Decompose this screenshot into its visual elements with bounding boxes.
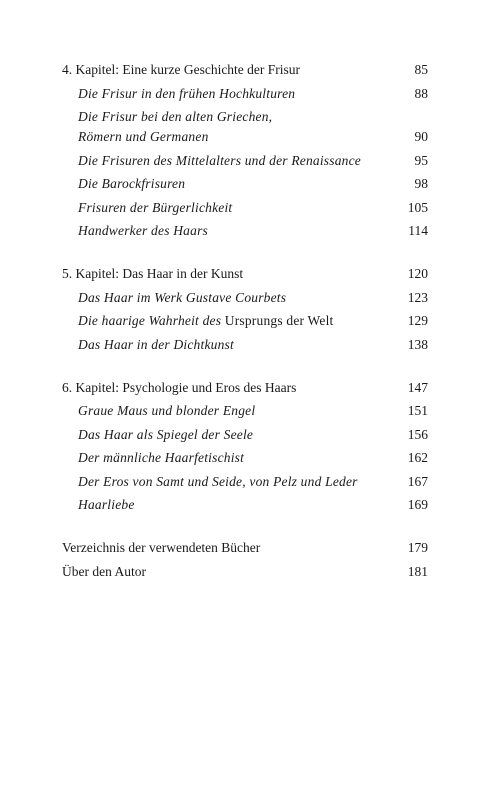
toc-entry[interactable]	[62, 493, 428, 517]
toc-entry[interactable]	[62, 82, 428, 106]
page-number: 162	[407, 450, 428, 465]
entry-title: Das Haar im Werk Gustave Courbets	[78, 289, 287, 305]
page-number: 88	[414, 85, 428, 101]
section-gap	[62, 243, 428, 263]
entry-title-italic-part: Die haarige Wahrheit des	[78, 313, 222, 328]
entry-title-line-2: Römern und Germanen	[78, 129, 209, 144]
entry-title	[78, 107, 272, 147]
page-number: 179	[407, 540, 428, 555]
toc-entry[interactable]	[62, 172, 428, 196]
toc-chapter-5[interactable]	[62, 262, 428, 286]
page-number: 147	[407, 379, 428, 395]
toc-chapter-6[interactable]	[62, 376, 428, 400]
entry-title: Das Haar als Spiegel der Seele	[78, 426, 254, 442]
toc-appendix-about-author[interactable]	[62, 560, 428, 584]
entry-title: Das Haar in der Dichtkunst	[78, 336, 234, 352]
toc-appendix-bibliography[interactable]	[62, 536, 428, 560]
entry-title: Die Frisuren des Mittelalters und der Renaissance	[78, 152, 362, 168]
page-number: 95	[414, 152, 428, 168]
page-number: 181	[407, 563, 428, 579]
chapter-title: 6. Kapitel: Psychologie und Eros des Haars	[62, 379, 297, 395]
table-of-contents	[62, 58, 428, 583]
appendix-title: Über den Autor	[62, 563, 146, 579]
chapter-title: 4. Kapitel: Eine kurze Geschichte der Frisur	[62, 62, 301, 77]
entry-title: Graue Maus und blonder Engel	[78, 403, 256, 418]
toc-entry[interactable]	[62, 333, 428, 357]
page-number: 98	[414, 176, 428, 191]
entry-title: Der Eros von Samt und Seide, von Pelz und Leder	[78, 473, 358, 489]
toc-entry[interactable]	[62, 309, 428, 333]
entry-title: Die Barockfrisuren	[78, 176, 186, 191]
section-gap	[62, 517, 428, 537]
toc-entry[interactable]	[62, 423, 428, 447]
page-number: 120	[407, 266, 428, 281]
page-number: 85	[414, 62, 428, 77]
page-number: 129	[407, 313, 428, 328]
page-number: 123	[407, 289, 428, 305]
entry-title: Die Frisur in den frühen Hochkulturen	[78, 85, 296, 101]
toc-chapter-4[interactable]	[62, 58, 428, 82]
page-number: 90	[414, 129, 428, 144]
entry-title-line-1: Die Frisur bei den alten Griechen,	[78, 109, 273, 124]
toc-entry[interactable]	[62, 149, 428, 173]
toc-entry[interactable]	[62, 446, 428, 470]
toc-entry[interactable]	[62, 399, 428, 423]
page-number: 138	[407, 336, 428, 352]
toc-entry[interactable]	[62, 196, 428, 220]
page-number: 156	[407, 426, 428, 442]
page-number: 167	[407, 473, 428, 489]
entry-title-upright-part: Ursprungs der Welt	[221, 313, 334, 328]
entry-title: Der männliche Haarfetischist	[78, 450, 245, 465]
entry-title	[78, 309, 334, 333]
section-gap	[62, 356, 428, 376]
page-number: 114	[408, 223, 428, 238]
entry-title: Handwerker des Haars	[78, 223, 208, 238]
toc-entry[interactable]	[62, 105, 428, 149]
entry-title: Haarliebe	[78, 497, 135, 512]
page-number: 169	[407, 497, 428, 512]
entry-title: Frisuren der Bürgerlichkeit	[78, 199, 233, 215]
page-number: 105	[407, 199, 428, 215]
appendix-title: Verzeichnis der verwendeten Bücher	[62, 540, 261, 555]
chapter-title: 5. Kapitel: Das Haar in der Kunst	[62, 266, 244, 281]
toc-entry[interactable]	[62, 470, 428, 494]
page-number: 151	[407, 403, 428, 418]
toc-entry[interactable]	[62, 219, 428, 243]
toc-entry[interactable]	[62, 286, 428, 310]
